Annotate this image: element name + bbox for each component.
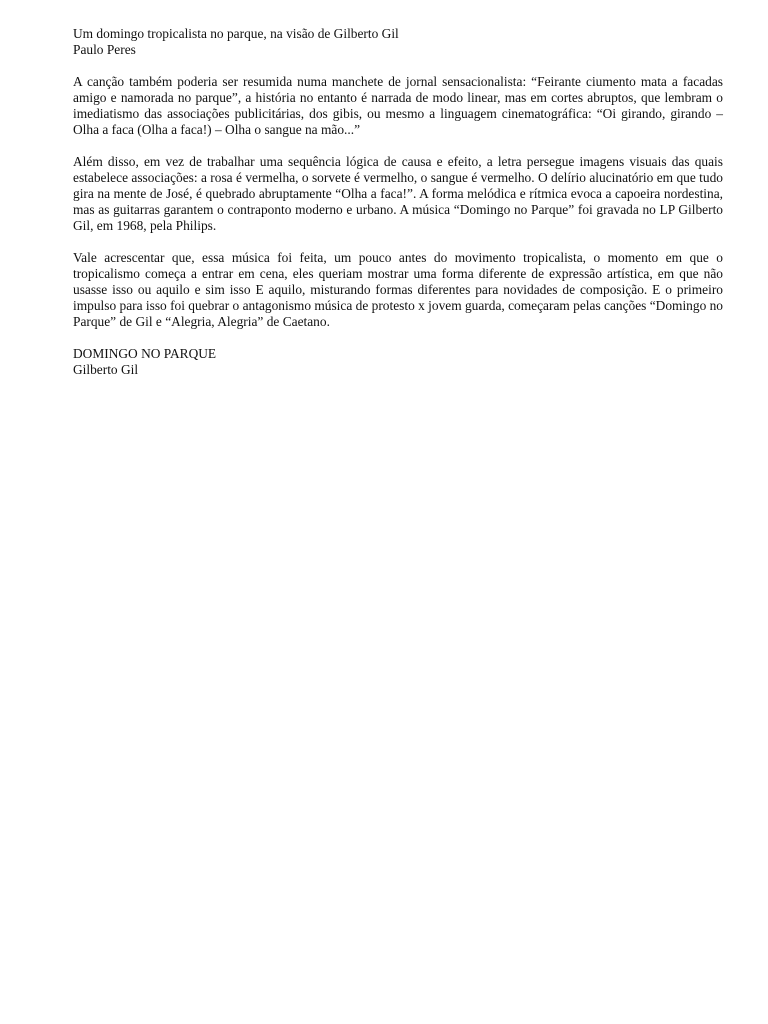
spacer — [73, 330, 723, 346]
spacer — [73, 234, 723, 250]
paragraph-1: A canção também poderia ser resumida numa manchete de jornal sensacionalista: “Feirante ciumento mata a facadas amigo e namorada no parque”, a história no entanto é narrada de modo linear, mas em cortes abruptos, que lembram o imediatismo das associações publicitárias, dos gibis, ou mesmo a linguagem cinematográfica: “Oi girando, girando – Olha a faca (Olha a faca!) – Olha o sangue na mão...” — [73, 74, 723, 137]
paragraph-3: Vale acrescentar que, essa música foi feita, um pouco antes do movimento tropicalista, o momento em que o tropicalismo começa a entrar em cena, eles queriam mostrar uma forma diferente de expressão artística, em que não usasse isso ou aquilo e sim isso E aquilo, misturando formas diferentes para novidades de composição. E o primeiro impulso para isso foi quebrar o antagonismo música de protesto x jovem guarda, começaram pelas canções “Domingo no Parque” de Gil e “Alegria, Alegria” de Caetano. — [73, 250, 724, 329]
document-page — [73, 26, 723, 378]
spacer — [73, 58, 723, 74]
article-title: Um domingo tropicalista no parque, na visão de Gilberto Gil — [73, 26, 399, 41]
article-author: Paulo Peres — [73, 42, 136, 57]
spacer — [73, 138, 723, 154]
song-author: Gilberto Gil — [73, 362, 139, 377]
song-title: DOMINGO NO PARQUE — [73, 346, 217, 361]
paragraph-2: Além disso, em vez de trabalhar uma sequência lógica de causa e efeito, a letra persegue imagens visuais das quais estabelece associações: a rosa é vermelha, o sorvete é vermelho, o sangue é vermelho. O delírio alucinatório em que tudo gira na mente de José, é quebrado abruptamente “Olha a faca!”. A forma melódica e rítmica evoca a capoeira nordestina, mas as guitarras garantem o contraponto moderno e urbano. A música “Domingo no Parque” foi gravada no LP Gilberto Gil, em 1968, pela Philips. — [73, 154, 723, 233]
